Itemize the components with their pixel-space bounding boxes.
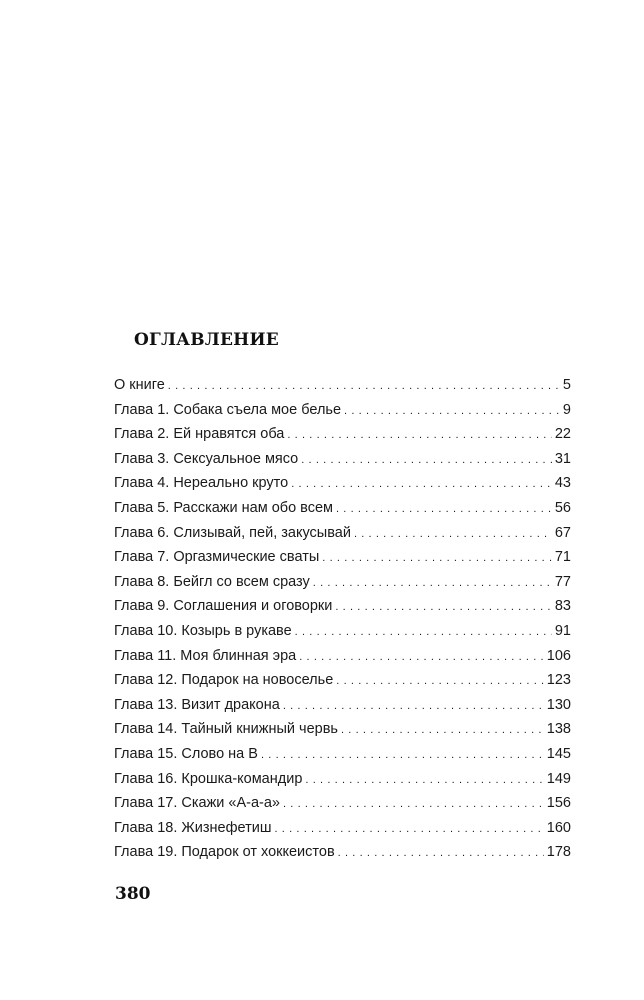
dot-leader <box>354 521 552 547</box>
toc-entry-page: 71 <box>554 549 571 566</box>
toc-entry[interactable] <box>114 570 571 595</box>
toc-entry-title: О книге <box>114 377 165 393</box>
toc-entry-title: Глава 19. Подарок от хоккеистов <box>114 844 335 861</box>
toc-entry-title: Глава 3. Сексуальное мясо <box>114 450 299 467</box>
dot-leader <box>338 840 544 866</box>
toc-entry[interactable] <box>114 816 571 841</box>
toc-entry-page: 149 <box>546 770 571 787</box>
toc-entry[interactable] <box>114 717 571 742</box>
dot-leader <box>295 619 552 645</box>
dot-leader <box>313 570 552 596</box>
toc-entry-page: 156 <box>546 795 571 812</box>
toc-entry-title: Глава 14. Тайный книжный червь <box>114 721 338 738</box>
toc-entry[interactable] <box>114 840 571 865</box>
toc-entry-title: Глава 5. Расскажи нам обо всем <box>114 499 333 516</box>
toc-entry-page: 106 <box>546 647 571 664</box>
toc-entry-page: 22 <box>554 426 571 443</box>
toc-entry[interactable] <box>114 742 571 767</box>
dot-leader <box>287 422 552 448</box>
toc-entry-title: Глава 7. Оргазмические сваты <box>114 549 320 566</box>
toc-entry[interactable] <box>114 693 571 718</box>
toc-entry-page: 43 <box>554 475 571 492</box>
dot-leader <box>291 471 552 497</box>
toc-entry-page: 178 <box>546 844 571 861</box>
toc-entry[interactable] <box>114 619 571 644</box>
toc-entry[interactable] <box>114 521 571 546</box>
toc-entry[interactable] <box>114 422 571 447</box>
toc-entry[interactable] <box>114 398 571 423</box>
dot-leader <box>261 742 544 768</box>
toc-entry-page: 5 <box>562 377 571 393</box>
dot-leader <box>301 447 552 473</box>
dot-leader <box>274 816 543 842</box>
toc-entry-title: Глава 15. Слово на В <box>114 745 258 762</box>
toc-entry-page: 9 <box>562 401 571 418</box>
dot-leader <box>283 693 544 719</box>
dot-leader <box>322 545 552 571</box>
toc-entry-title: Глава 6. Слизывай, пей, закусывай <box>114 524 351 541</box>
toc-entry-title: Глава 12. Подарок на новоселье <box>114 672 334 689</box>
toc-entry-page: 91 <box>554 622 571 639</box>
table-of-contents <box>114 373 571 865</box>
toc-entry-page: 123 <box>546 672 571 689</box>
toc-entry[interactable] <box>114 373 571 398</box>
dot-leader <box>283 791 544 817</box>
toc-entry-title: Глава 17. Скажи «А-а-а» <box>114 795 280 812</box>
toc-entry-title: Глава 4. Нереально круто <box>114 475 289 492</box>
toc-entry-title: Глава 11. Моя блинная эра <box>114 647 297 664</box>
toc-entry-page: 83 <box>554 598 571 615</box>
toc-entry-title: Глава 9. Соглашения и оговорки <box>114 598 333 615</box>
toc-entry-page: 138 <box>546 721 571 738</box>
toc-entry[interactable] <box>114 767 571 792</box>
toc-entry-page: 130 <box>546 696 571 713</box>
toc-entry-title: Глава 2. Ей нравятся оба <box>114 426 285 443</box>
page-number: 380 <box>115 884 151 904</box>
toc-title: ОГЛАВЛЕНИЕ <box>134 330 279 350</box>
dot-leader <box>168 373 560 399</box>
dot-leader <box>336 496 552 522</box>
toc-entry-title: Глава 10. Козырь в рукаве <box>114 622 292 639</box>
toc-entry[interactable] <box>114 594 571 619</box>
toc-entry[interactable] <box>114 668 571 693</box>
dot-leader <box>336 668 544 694</box>
toc-entry-page: 77 <box>554 573 571 590</box>
toc-entry[interactable] <box>114 447 571 472</box>
dot-leader <box>299 644 544 670</box>
toc-entry-title: Глава 18. Жизнефетиш <box>114 819 272 836</box>
dot-leader <box>344 398 560 424</box>
dot-leader <box>335 594 551 620</box>
toc-entry[interactable] <box>114 545 571 570</box>
toc-entry-page: 160 <box>546 819 571 836</box>
toc-entry[interactable] <box>114 644 571 669</box>
toc-entry-title: Глава 16. Крошка-командир <box>114 770 303 787</box>
toc-entry-page: 31 <box>554 450 571 467</box>
toc-entry-title: Глава 13. Визит дракона <box>114 696 280 713</box>
toc-entry-title: Глава 8. Бейгл со всем сразу <box>114 573 310 590</box>
toc-entry[interactable] <box>114 496 571 521</box>
dot-leader <box>341 717 544 743</box>
toc-entry-page: 67 <box>554 524 571 541</box>
dot-leader <box>305 767 543 793</box>
toc-entry[interactable] <box>114 791 571 816</box>
toc-entry-page: 145 <box>546 745 571 762</box>
toc-entry-title: Глава 1. Собака съела мое белье <box>114 401 342 418</box>
toc-entry[interactable] <box>114 471 571 496</box>
toc-entry-page: 56 <box>554 499 571 516</box>
